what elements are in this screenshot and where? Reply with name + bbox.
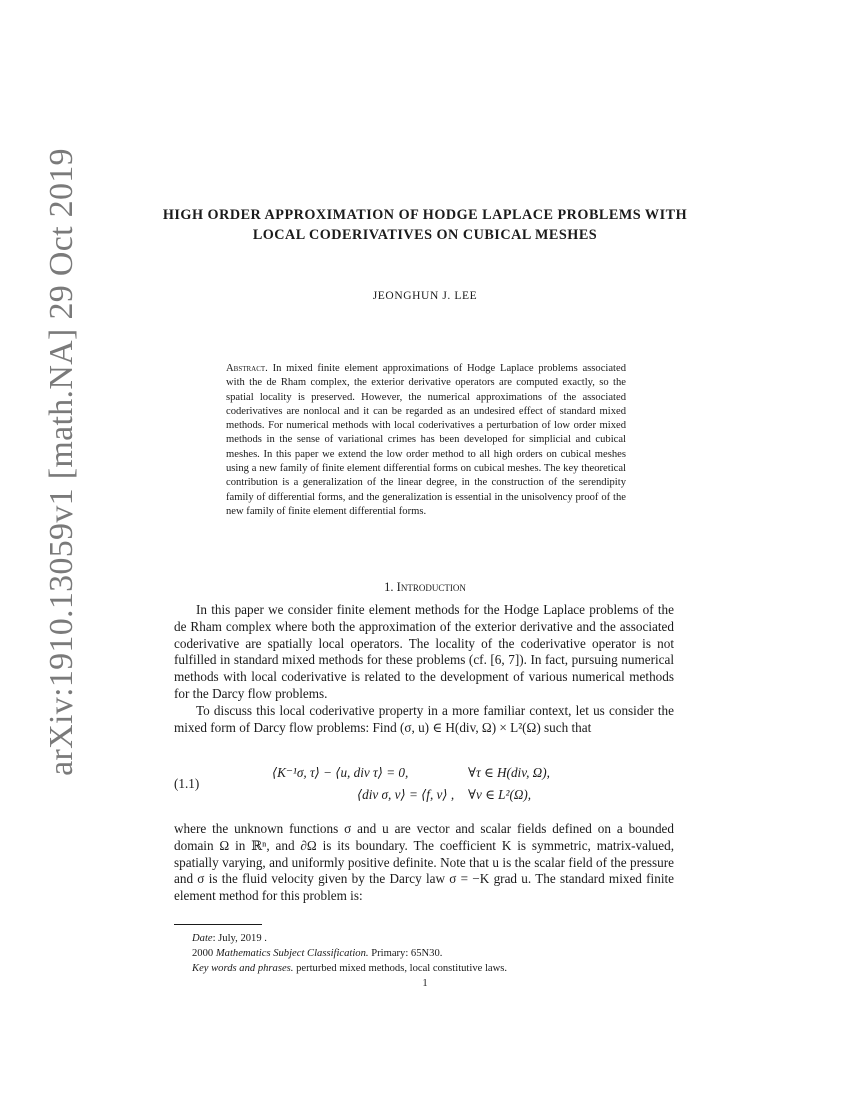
paragraph-text: To discuss this local coderivative property in a more familiar context, let us consider the mixed form of Darcy flow problems: Find (σ, u) ∈ H(div, Ω) × L²(Ω) such that: [174, 703, 674, 735]
footnote-keywords: [192, 963, 507, 974]
paper-author: JEONGHUN J. LEE: [372, 290, 478, 302]
paragraph-text: In this paper we consider finite element methods for the Hodge Laplace problems of the de Rham complex where both the approximation of the exterior derivative and the associated coderivative are spatially local operators. The locality of the coderivative operator is not fulfilled in standard mixed methods for these problems (cf. [6, 7]). In fact, pursuing numerical methods with local coderivative is related to the development of various numerical methods for the Darcy flow problems.: [174, 602, 674, 701]
footnote-msc-prefix: 2000: [192, 948, 216, 959]
footnote-rule: [174, 924, 262, 925]
paragraph-intro: [174, 602, 674, 703]
footnote-msc: [192, 948, 442, 959]
equation-line-1-rhs: ∀τ ∈ H(div, Ω),: [468, 765, 550, 780]
paragraph-darcy: [174, 703, 674, 737]
footnote-msc-value: Primary: 65N30.: [368, 948, 443, 959]
section-title: Introduction: [396, 580, 466, 594]
footnote-date: [192, 933, 267, 944]
paragraph-text: where the unknown functions σ and u are vector and scalar fields defined on a bounded domain Ω in ℝⁿ, and ∂Ω is its boundary. The coefficient K is symmetric, matrix-valued, spatially varying, and uniformly positive definite. Note that u is the scalar field of the pressure and σ is the fluid velocity given by the Darcy law σ = −K grad u. The standard mixed finite element method for this problem is:: [174, 821, 674, 904]
section-number: 1.: [384, 580, 394, 594]
abstract-text: In mixed finite element approximations of Hodge Laplace problems associated with the de Rham complex, the exterior derivative operators are computed exactly, so the spatial locality is preserved. However, the numerical approximations of the associated coderivatives are nonlocal and it can be regarded as an undesired effect of standard mixed methods. For numerical methods with local coderivatives a perturbation of low order mixed methods in the sense of variational crimes has been developed for simplicial and cubical meshes. In this paper we extend the low order method to all high orders on cubical meshes using a new family of finite element differential forms on cubical meshes. The key theoretical contribution is a generalization of the linear degree, in the construction of the serendipity family of differential forms, and the generalization is essential in the unisolvency proof of the new family of finite element differential forms.: [226, 363, 626, 517]
equation-number: (1.1): [174, 776, 200, 791]
footnote-keywords-value: perturbed mixed methods, local constitutive laws.: [293, 963, 508, 974]
equation-line-2-lhs: ⟨div σ, v⟩ = ⟨f, v⟩ ,: [357, 787, 455, 802]
paper-title: HIGH ORDER APPROXIMATION OF HODGE LAPLACE PROBLEMS WITH LOCAL CODERIVATIVES ON CUBICAL MESHES: [162, 207, 688, 243]
abstract-label: Abstract.: [226, 363, 268, 374]
arxiv-identifier: arXiv:1910.13059v1 [math.NA] 29 Oct 2019: [43, 148, 80, 776]
footnote-keywords-label: Key words and phrases.: [192, 963, 294, 974]
equation-line-2-rhs: ∀v ∈ L²(Ω),: [468, 787, 532, 802]
abstract: [226, 362, 626, 519]
page-number: 1: [422, 978, 428, 989]
footnote-date-value: : July, 2019 .: [212, 933, 267, 944]
paragraph-unknowns: [174, 821, 674, 905]
footnote-date-label: Date: [192, 933, 213, 944]
equation-line-1-lhs: ⟨K⁻¹σ, τ⟩ − ⟨u, div τ⟩ = 0,: [272, 765, 409, 780]
section-heading: [150, 580, 700, 595]
footnote-msc-label: Mathematics Subject Classification.: [215, 948, 369, 959]
